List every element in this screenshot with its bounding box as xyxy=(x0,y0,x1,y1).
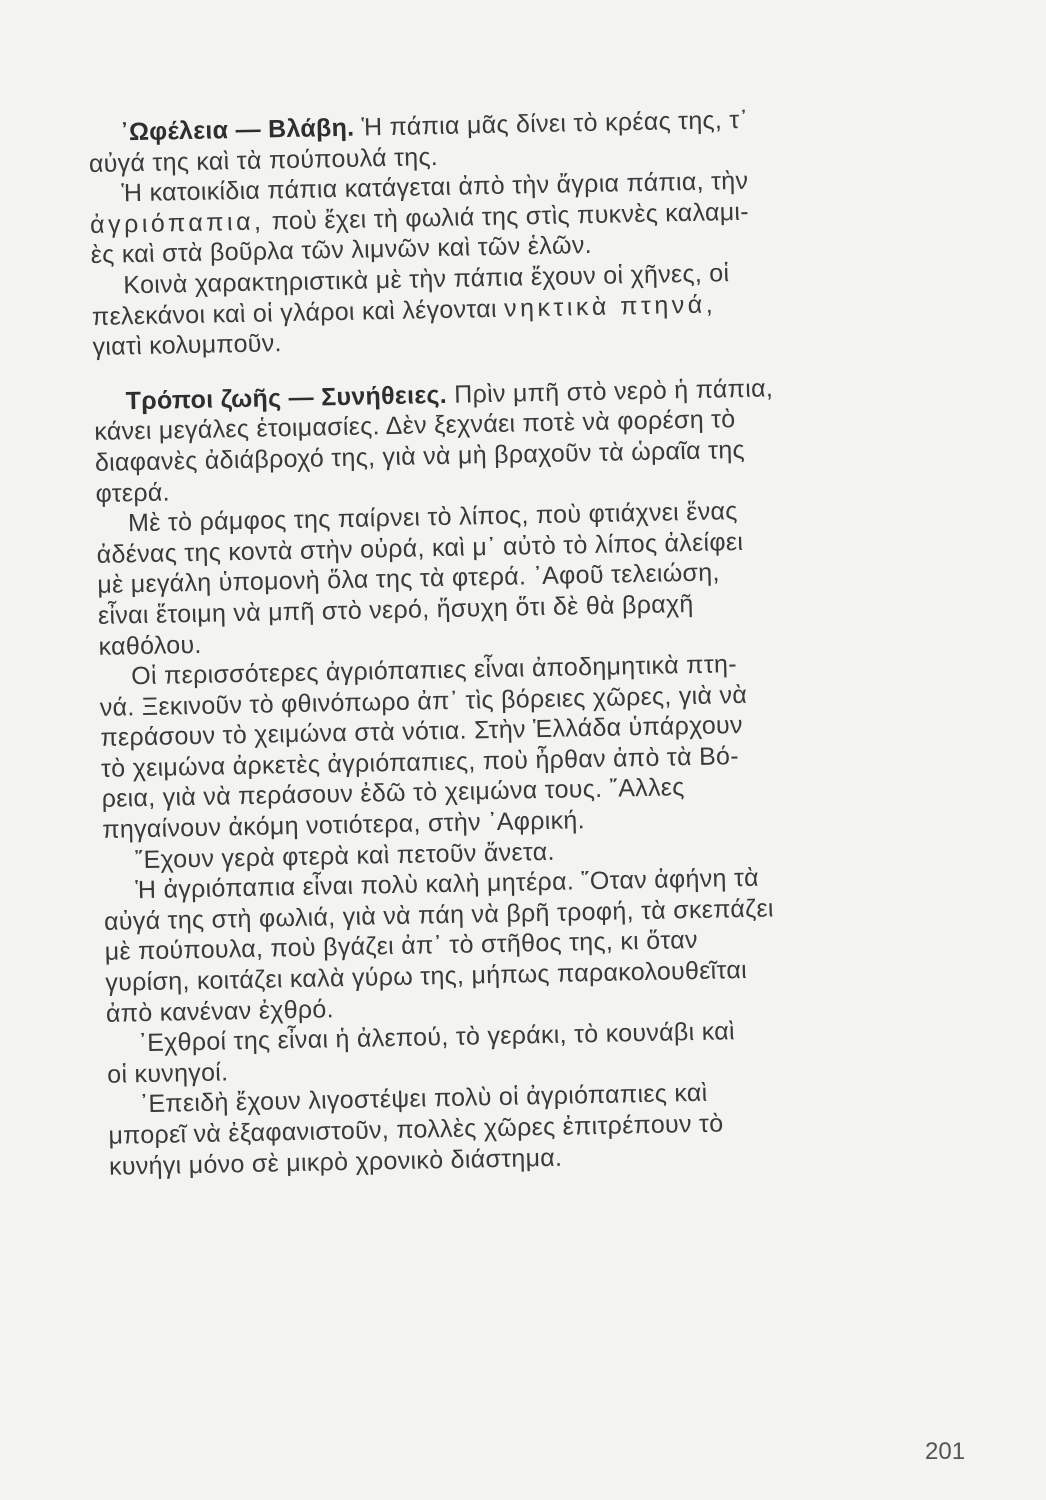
paragraph-line: γιατὶ κολυμποῦν. xyxy=(92,329,283,362)
paragraph-line: Κοινὰ χαρακτηριστικὰ μὲ τὴν πάπια ἔχουν οἱ χῆνες, οἱ xyxy=(123,259,730,300)
paragraph-line: αὐγά της στὴ φωλιά, γιὰ νὰ πάη νὰ βρῆ τροφή, τὰ σκεπάζει xyxy=(103,894,775,936)
paragraph-line: Οἱ περισσότερες ἀγριόπαπιες εἶναι ἀποδημητικὰ πτη- xyxy=(130,650,738,691)
spaced-term: ἀγριόπαπια, xyxy=(89,207,265,239)
paragraph-line: νά. Ξεκινοῦν τὸ φθινόπωρο ἀπ᾿ τὶς βόρειες χῶρες, γιὰ νὰ xyxy=(99,680,748,722)
paragraph-line: εἶναι ἕτοιμη νὰ μπῆ στὸ νερό, ἥσυχη ὅτι δὲ θὰ βραχῆ xyxy=(97,589,694,630)
paragraph-line: Ἡ ἀγριόπαπια εἶναι πολὺ καλὴ μητέρα. ῞Οταν ἀφήνη τὰ xyxy=(135,863,760,905)
paragraph-line: φτερά. xyxy=(95,477,171,508)
section-heading: ᾿Ωφέλεια — Βλάβη. xyxy=(120,113,355,147)
paragraph-line: μπορεῖ νὰ ἐξαφανιστοῦν, πολλὲς χῶρες ἐπιτρέπουν τὸ xyxy=(108,1109,724,1150)
paragraph-line: Τρόποι ζωῆς — Συνήθειες. Πρὶν μπῆ στὸ νερὸ ἡ πάπια, xyxy=(125,374,774,416)
paragraph-line: πηγαίνουν ἀκόμη νοτιότερα, στὴν ᾿Αφρική. xyxy=(102,806,586,844)
paragraph-line: μὲ πούπουλα, ποὺ βγάζει ἀπ᾿ τὸ στῆθος της, κι ὅταν xyxy=(104,926,699,967)
paragraph-line: ῎Εχουν γερὰ φτερὰ καὶ πετοῦν ἄνετα. xyxy=(134,837,555,874)
paragraph-line: ὲς καὶ στὰ βοῦρλα τῶν λιμνῶν καὶ τῶν ἑλῶν. xyxy=(90,231,593,270)
paragraph-line: ᾿Ωφέλεια — Βλάβη. Ἡ πάπια μᾶς δίνει τὸ κρέας της, τ᾿ xyxy=(120,105,749,147)
paragraph-line: πελεκάνοι καὶ οἱ γλάροι καὶ λέγονται νηκτικὰ πτηνά, xyxy=(91,289,717,331)
paragraph-line: ἀγριόπαπια, ποὺ ἔχει τὴ φωλιά της στὶς πυκνὲς καλαμι- xyxy=(89,197,750,239)
spaced-term: νηκτικὰ πτηνά, xyxy=(503,289,717,323)
paragraph-line: ἀπὸ κανέναν ἐχθρό. xyxy=(105,994,335,1028)
paragraph-line: ἀδένας της κοντὰ στὴν οὐρά, καὶ μ᾿ αὐτὸ τὸ λίπος ἀλείφει xyxy=(96,527,744,569)
paragraph-line: Ἡ κατοικίδια πάπια κατάγεται ἀπὸ τὴν ἄγρια πάπια, τὴν xyxy=(121,166,749,208)
paragraph-line: διαφανὲς ἀδιάβροχό της, γιὰ νὰ μὴ βραχοῦν τὰ ὡραῖα της xyxy=(94,435,746,477)
section-heading: Τρόποι ζωῆς — Συνήθειες. xyxy=(125,380,448,416)
paragraph-line: οἱ κυνηγοί. xyxy=(106,1058,229,1089)
paragraph-line: περάσουν τὸ χειμώνα στὰ νότια. Στὴν Ἑλλάδα ὑπάρχουν xyxy=(100,711,744,753)
paragraph-line: μὲ μεγάλη ὑπομονὴ ὅλα της τὰ φτερά. ᾿Αφοῦ τελειώση, xyxy=(97,558,720,600)
body-text xyxy=(88,100,984,1182)
paragraph-line: τὸ χειμώνα ἀρκετὲς ἀγριόπαπιες, ποὺ ἦρθαν ἀπὸ τὰ Βό- xyxy=(100,741,740,783)
paragraph-line: γυρίση, κοιτάζει καλὰ γύρω της, μήπως παρακολουθεῖται xyxy=(105,955,748,997)
paragraph-line: ρεια, γιὰ νὰ περάσουν ἐδῶ τὸ χειμώνα τους. ῎Αλλες xyxy=(101,773,685,814)
paragraph-line: κάνει μεγάλες ἑτοιμασίες. Δὲν ξεχνάει ποτὲ νὰ φορέση τὸ xyxy=(94,405,736,447)
paragraph-line: Μὲ τὸ ράμφος της παίρνει τὸ λίπος, ποὺ φτιάχνει ἕνας xyxy=(127,497,738,538)
paragraph-line: ᾿Εχθροί της εἶναι ἡ ἀλεπού, τὸ γεράκι, τὸ κουνάβι καὶ xyxy=(138,1017,736,1058)
paragraph-line: κυνήγι μόνο σὲ μικρὸ χρονικὸ διάστημα. xyxy=(108,1143,563,1181)
paragraph-line: αὐγά της καὶ τὰ πούπουλά της. xyxy=(88,142,439,178)
paragraph-line: ᾿Επειδὴ ἔχουν λιγοστέψει πολὺ οἱ ἀγριόπαπιες καὶ xyxy=(139,1079,708,1119)
paragraph-line: καθόλου. xyxy=(98,630,202,661)
page-number: 201 xyxy=(925,1438,966,1465)
